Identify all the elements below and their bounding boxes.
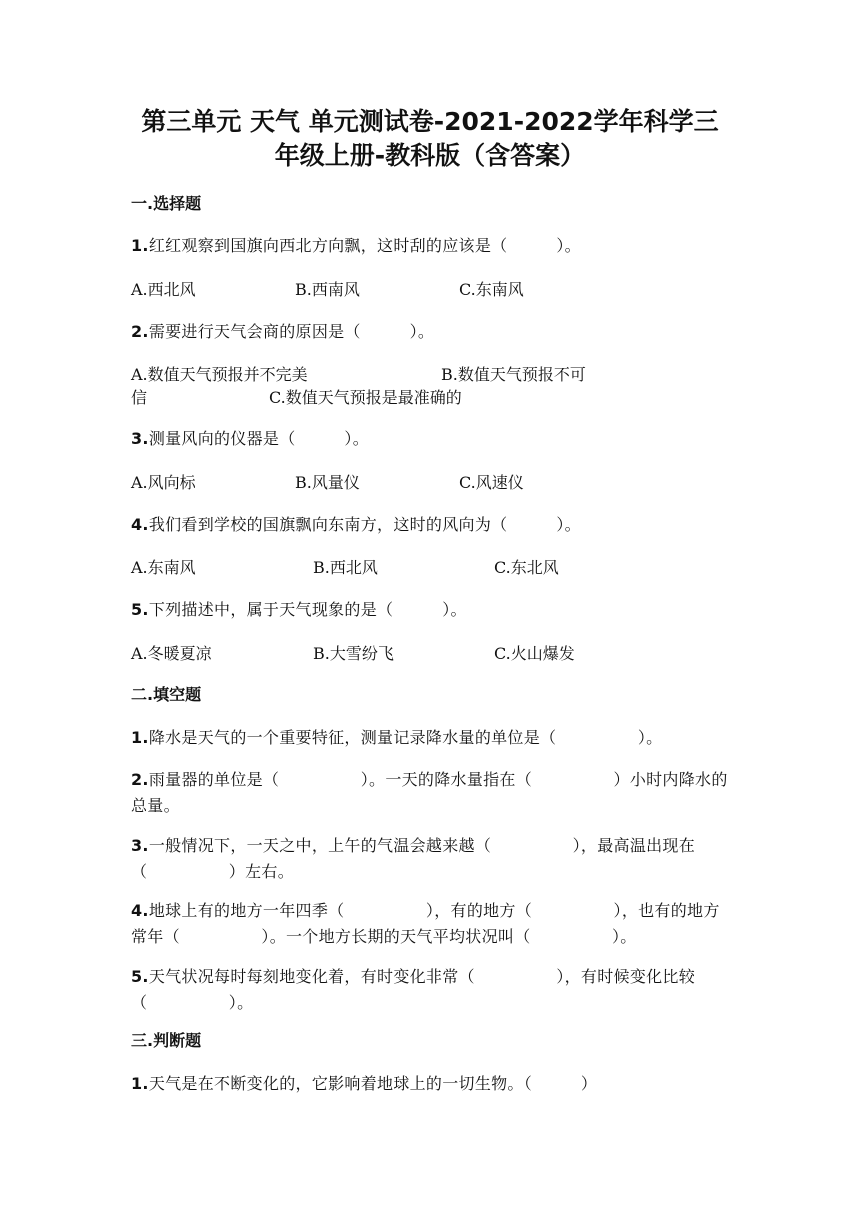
choice-question-4: [131, 512, 731, 538]
question-number: 3.: [131, 429, 149, 448]
question-text: 雨量器的单位是（ ）。一天的降水量指在（ ）小时内降水的总量。: [131, 770, 728, 815]
fill-question-5: [131, 964, 731, 1016]
question-number: 5.: [131, 600, 149, 619]
choice-2-option-c: C.数值天气预报是最准确的: [269, 388, 462, 407]
question-number: 4.: [131, 515, 149, 534]
choice-question-1: [131, 233, 731, 259]
choice-4-option-a: A.东南风: [131, 558, 196, 577]
question-number: 4.: [131, 901, 149, 920]
question-text: 一般情况下，一天之中，上午的气温会越来越（ ），最高温出现在（ ）左右。: [131, 836, 696, 881]
fill-question-4: [131, 898, 731, 950]
question-number: 1.: [131, 728, 149, 747]
question-text: 天气是在不断变化的，它影响着地球上的一切生物。（ ）: [148, 1074, 598, 1093]
question-text: 下列描述中，属于天气现象的是（ ）。: [148, 600, 467, 619]
choice-2-option-a: A.数值天气预报并不完美: [131, 365, 308, 384]
question-number: 5.: [131, 967, 149, 986]
choice-5-option-c: C.火山爆发: [494, 644, 575, 663]
choice-2-option-b: B.数值天气预报不可: [441, 365, 586, 384]
question-number: 2.: [131, 322, 149, 341]
question-number: 2.: [131, 770, 149, 789]
choice-5-option-b: B.大雪纷飞: [313, 644, 394, 663]
choice-1-option-b: B.西南风: [295, 280, 360, 299]
fill-question-3: [131, 833, 731, 885]
question-text: 地球上有的地方一年四季（ ），有的地方（ ），也有的地方常年（ ）。一个地方长期的天气平均状况叫（ ）。: [131, 901, 720, 946]
question-text: 测量风向的仪器是（ ）。: [148, 429, 370, 448]
section-heading-choice: 一.选择题: [131, 194, 202, 213]
choice-4-option-b: B.西北风: [313, 558, 378, 577]
fill-question-1: [131, 725, 731, 751]
question-number: 1.: [131, 1074, 149, 1093]
choice-3-option-c: C.风速仪: [459, 473, 524, 492]
choice-5-option-a: A.冬暖夏凉: [131, 644, 212, 663]
choice-1-option-c: C.东南风: [459, 280, 524, 299]
choice-question-3: [131, 426, 731, 452]
section-heading-judge: 三.判断题: [131, 1031, 202, 1050]
choice-question-5: [131, 597, 731, 623]
choice-question-2: [131, 319, 731, 345]
title-line-2: 年级上册-教科版（含答案）: [274, 141, 586, 170]
question-text: 红红观察到国旗向西北方向飘，这时刮的应该是（ ）。: [148, 236, 581, 255]
choice-2-option-b-continued: 信: [131, 388, 148, 407]
choice-3-option-b: B.风量仪: [295, 473, 360, 492]
question-text: 我们看到学校的国旗飘向东南方，这时的风向为（ ）。: [148, 515, 581, 534]
question-text: 降水是天气的一个重要特征，测量记录降水量的单位是（ ）。: [148, 728, 663, 747]
section-heading-fill: 二.填空题: [131, 685, 202, 704]
document-title: [120, 105, 740, 173]
question-number: 3.: [131, 836, 149, 855]
judge-question-1: [131, 1071, 731, 1097]
choice-3-option-a: A.风向标: [131, 473, 196, 492]
question-text: 天气状况每时每刻地变化着，有时变化非常（ ），有时候变化比较（ ）。: [131, 967, 696, 1012]
title-line-1: 第三单元 天气 单元测试卷-2021-2022学年科学三: [141, 107, 719, 136]
question-number: 1.: [131, 236, 149, 255]
choice-1-option-a: A.西北风: [131, 280, 196, 299]
fill-question-2: [131, 767, 731, 819]
question-text: 需要进行天气会商的原因是（ ）。: [148, 322, 435, 341]
choice-4-option-c: C.东北风: [494, 558, 559, 577]
